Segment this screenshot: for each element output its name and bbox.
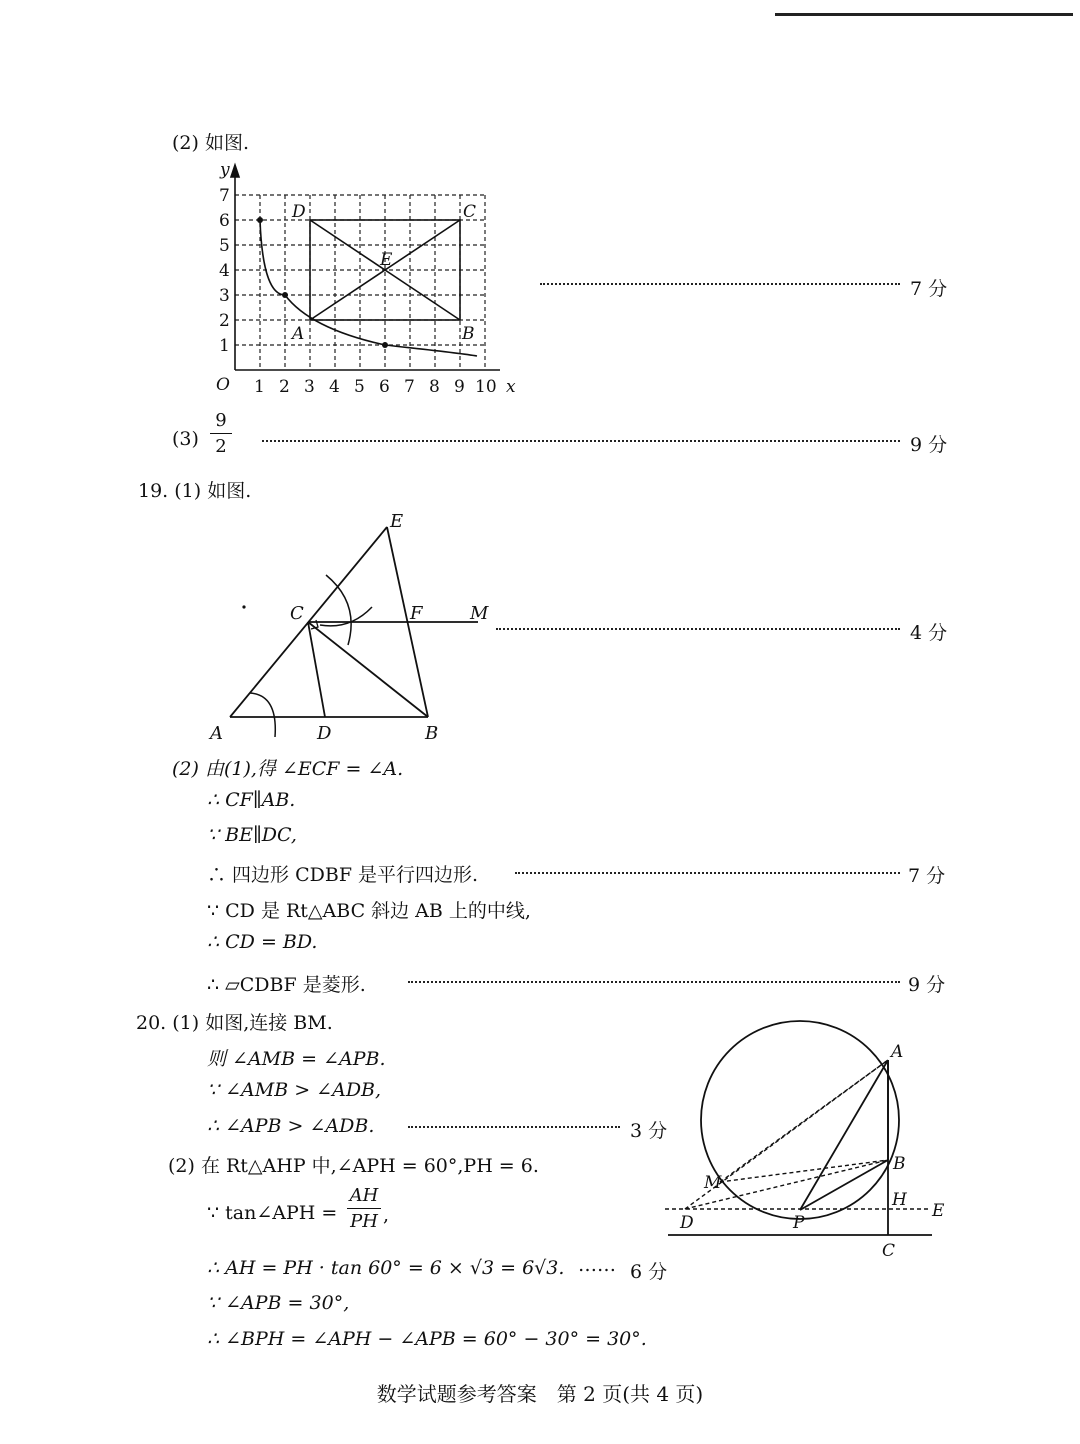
q20-line-4: ∴ ∠APB > ∠ADB. (207, 1115, 375, 1137)
x-tick: 8 (429, 377, 440, 397)
q20-line-7-dots: …… (578, 1254, 616, 1276)
y-tick: 4 (219, 261, 230, 281)
y-tick: 1 (219, 336, 230, 356)
fig19-label-b: B (425, 723, 439, 744)
q20-line-5: (2) 在 Rt△AHP 中,∠APH = 60°,PH = 6. (168, 1155, 539, 1177)
fraction-denominator: PH (350, 1211, 378, 1232)
score-9: 9 分 (910, 434, 948, 456)
q20-line-1: 20. (1) 如图,连接 BM. (136, 1012, 333, 1034)
coordinate-graph (200, 155, 530, 400)
fig19-label-a: A (210, 723, 223, 744)
score-4: 4 分 (910, 622, 948, 644)
q19-2-line-2: ∴ CF∥AB. (207, 789, 296, 811)
x-tick: 1 (254, 377, 265, 397)
q20-line-6-prefix: ∵ tan∠APH = (207, 1202, 338, 1224)
q20-line-3: ∵ ∠AMB > ∠ADB, (207, 1079, 382, 1101)
x-tick: 5 (354, 377, 365, 397)
fig19-label-c: C (290, 603, 304, 624)
page-footer: 数学试题参考答案 第 2 页(共 4 页) (376, 1382, 704, 1406)
point-label-a: A (292, 324, 305, 344)
q19-2-line-6: ∴ CD = BD. (207, 931, 318, 953)
x-tick: 7 (404, 377, 415, 397)
point-label-b: B (462, 324, 475, 344)
point-label-c: C (463, 202, 477, 222)
fig19-label-f: F (410, 603, 423, 624)
x-tick: 4 (329, 377, 340, 397)
x-axis-label: x (506, 377, 516, 397)
point-label-e: E (380, 250, 393, 270)
y-tick: 2 (219, 311, 230, 331)
fig20-label-e: E (932, 1201, 945, 1221)
q19-2-line-3: ∵ BE∥DC, (207, 824, 297, 846)
point-label-d: D (292, 202, 306, 222)
fig19-label-e: E (390, 511, 404, 532)
fig20-label-c: C (882, 1241, 896, 1261)
q20-line-7: ∴ AH = PH · tan 60° = 6 × √3 = 6√3. (207, 1257, 565, 1279)
q20-tan-fraction (347, 1185, 381, 1232)
fig20-label-m: M (704, 1173, 722, 1193)
fig20-label-h: H (892, 1190, 907, 1210)
x-tick: 2 (279, 377, 290, 397)
y-axis-label: y (220, 160, 230, 180)
fig20-label-d: D (680, 1213, 694, 1233)
score-leader (262, 440, 900, 442)
top-rule (775, 13, 1073, 16)
q20-line-9: ∴ ∠BPH = ∠APH − ∠APB = 60° − 30° = 30°. (207, 1328, 647, 1350)
fraction-bar (347, 1208, 381, 1209)
x-tick: 6 (379, 377, 390, 397)
score-leader (408, 981, 900, 983)
y-tick: 7 (219, 186, 230, 206)
q19-2-line-5: ∵ CD 是 Rt△ABC 斜边 AB 上的中线, (207, 900, 531, 922)
fig19-label-d: D (317, 723, 332, 744)
x-tick: 3 (304, 377, 315, 397)
fraction-bar (210, 433, 232, 434)
q20-line-2: 则 ∠AMB = ∠APB. (207, 1048, 386, 1070)
score-6: 6 分 (630, 1261, 668, 1283)
score-9: 9 分 (908, 974, 946, 996)
x-tick: 9 (454, 377, 465, 397)
fig20-label-b: B (893, 1154, 906, 1174)
score-leader (408, 1126, 620, 1128)
score-leader (496, 628, 900, 630)
fig19-label-m: M (470, 603, 489, 624)
q19-2-line-7: ∴ ▱CDBF 是菱形. (207, 974, 366, 996)
fraction-denominator: 2 (215, 436, 227, 457)
q19-2-line-1: (2) 由(1),得 ∠ECF = ∠A. (172, 758, 404, 780)
y-tick: 3 (219, 286, 230, 306)
score-leader (515, 872, 900, 874)
fraction-numerator: AH (349, 1185, 379, 1206)
y-tick: 6 (219, 211, 230, 231)
x-tick: 10 (475, 377, 497, 397)
q20-line-8: ∵ ∠APB = 30°, (207, 1292, 350, 1314)
origin-label: O (216, 375, 230, 395)
q19-2-line-4: ∴ 四边形 CDBF 是平行四边形. (207, 864, 479, 886)
q19-label: 19. (1) 如图. (138, 480, 252, 502)
q20-line-6-suffix: , (383, 1204, 390, 1226)
score-leader (540, 283, 900, 285)
figure-19 (200, 505, 500, 750)
fraction-numerator: 9 (215, 410, 227, 431)
score-7: 7 分 (910, 278, 948, 300)
figure-20 (660, 1010, 950, 1265)
part-2-label: (2) 如图. (172, 132, 249, 154)
fig20-label-p: P (793, 1213, 805, 1233)
score-3: 3 分 (630, 1120, 668, 1142)
fig20-label-a: A (891, 1042, 904, 1062)
score-7: 7 分 (908, 865, 946, 887)
part-3-fraction (210, 410, 232, 457)
y-tick: 5 (219, 236, 230, 256)
part-3-label: (3) (172, 428, 199, 450)
